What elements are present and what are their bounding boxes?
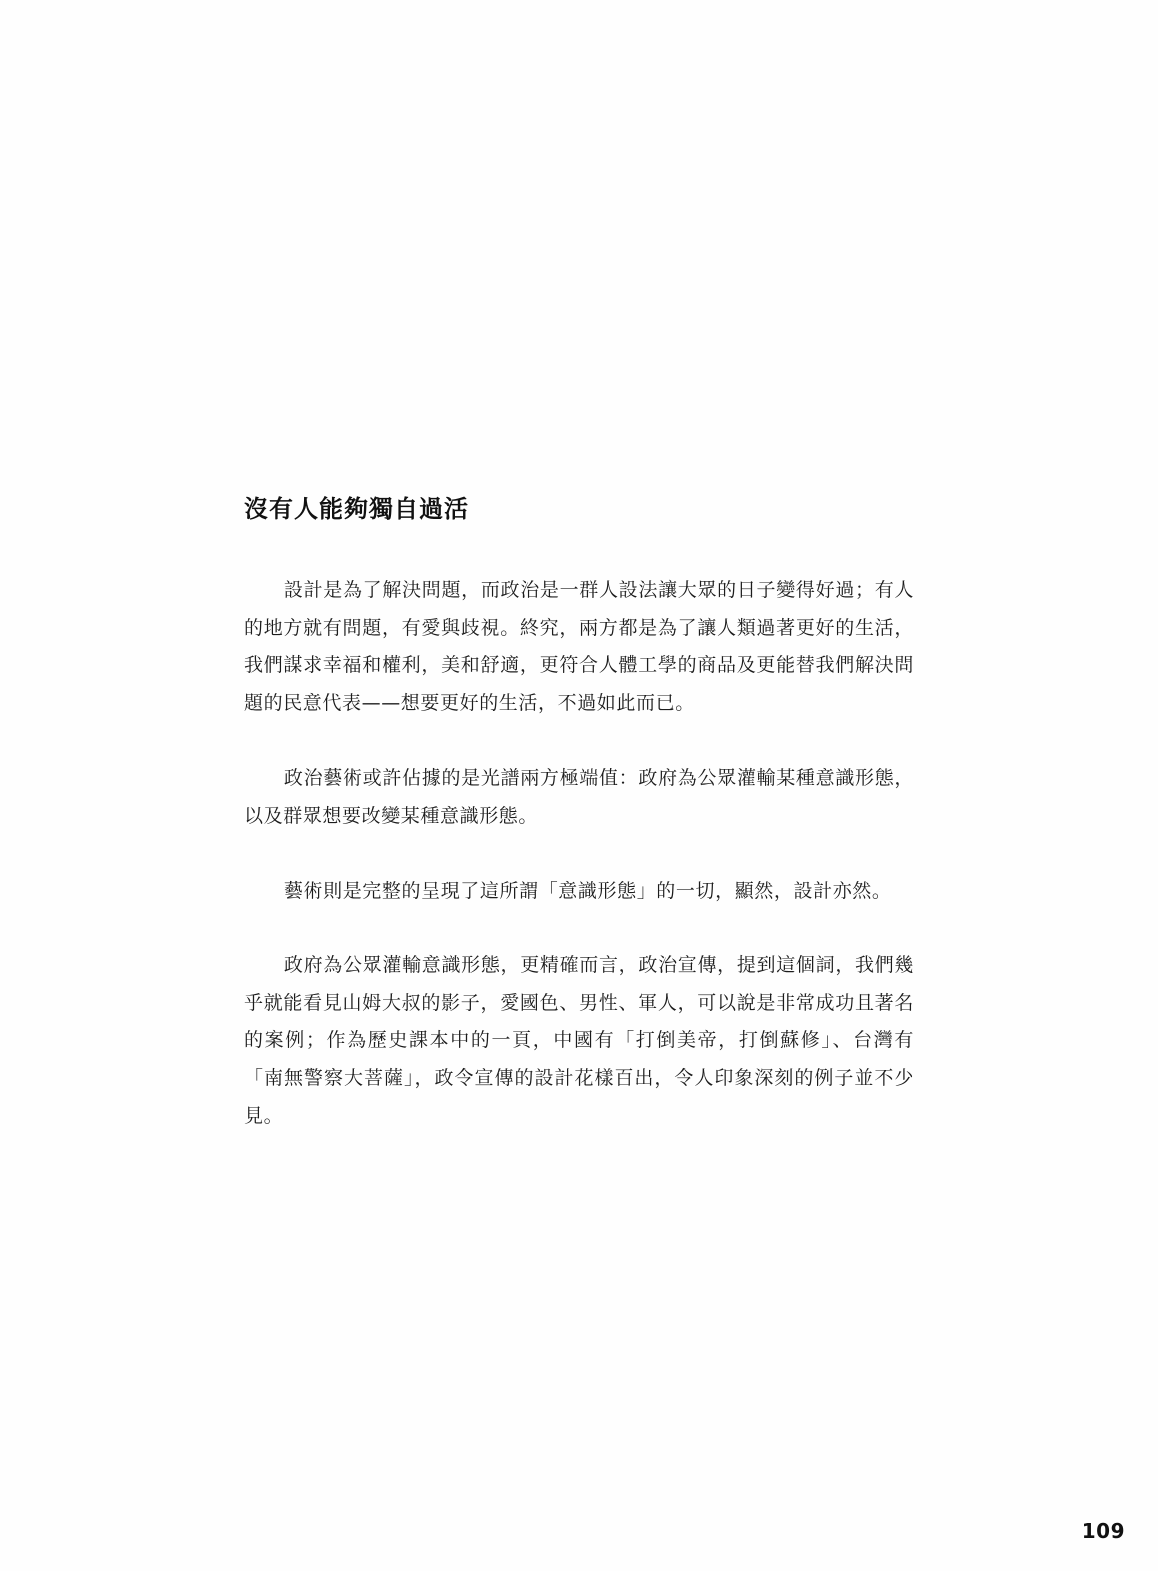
section-heading: 沒有人能夠獨自過活 (244, 495, 469, 523)
paragraph-2: 政治藝術或許佔據的是光譜兩方極端值：政府為公眾灌輸某種意識形態，以及群眾想要改變某種意識形態。 (244, 767, 914, 827)
paragraph-1: 設計是為了解決問題，而政治是一群人設法讓大眾的日子變得好過；有人的地方就有問題，有愛與歧視。終究，兩方都是為了讓人類過著更好的生活，我們謀求幸福和權利，美和舒適，更符合人體工學的商品及更能替我們解決問題的民意代表——想要更好的生活，不過如此而已。 (244, 579, 914, 714)
paragraph-4: 政府為公眾灌輸意識形態，更精確而言，政治宣傳，提到這個詞，我們幾乎就能看見山姆大叔的影子，愛國色、男性、軍人，可以說是非常成功且著名的案例；作為歷史課本中的一頁，中國有「打倒美帝，打倒蘇修」、台灣有「南無警察大菩薩」，政令宣傳的設計花樣百出，令人印象深刻的例子並不少見。 (244, 954, 914, 1127)
paragraph-3: 藝術則是完整的呈現了這所謂「意識形態」的一切，顯然，設計亦然。 (283, 879, 892, 902)
article (244, 489, 914, 1135)
page-number: 109 (1081, 1519, 1125, 1543)
